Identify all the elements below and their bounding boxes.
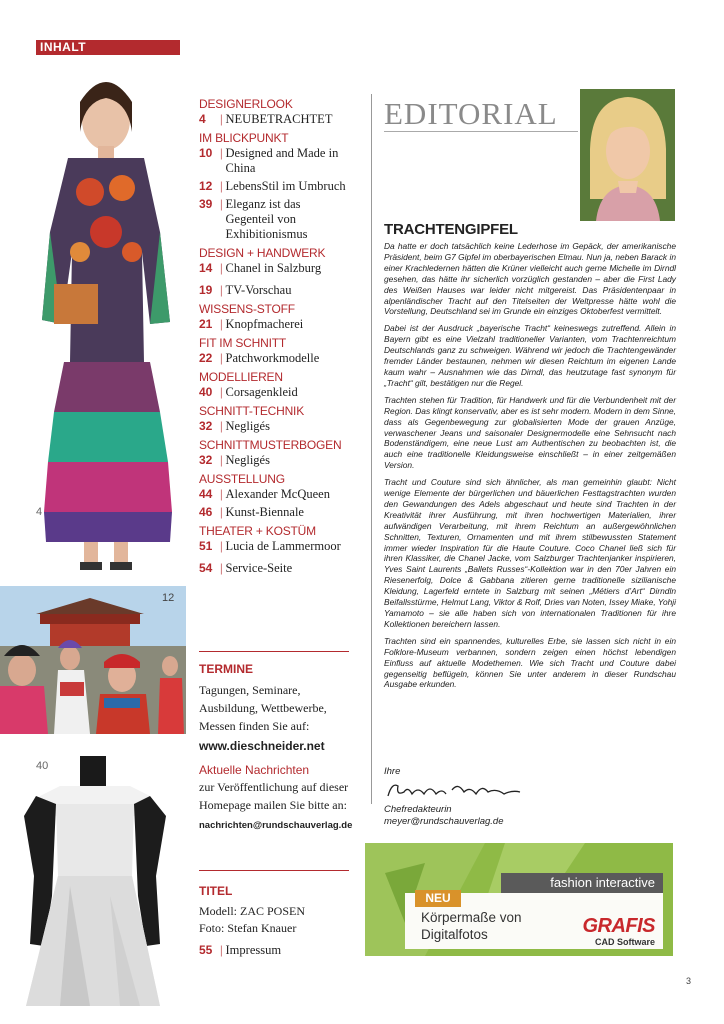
- toc-heading: MODELLIEREN: [199, 370, 283, 384]
- divider: [199, 651, 349, 652]
- toc-heading: FIT IM SCHNITT: [199, 336, 286, 350]
- news-email-link[interactable]: nachrichten@rundschauverlag.de: [199, 820, 353, 831]
- corsage-photo: [0, 756, 186, 1024]
- toc-section: [199, 438, 351, 468]
- divider: [199, 870, 349, 871]
- titel-section: [199, 884, 351, 961]
- toc-heading: SCHNITT-TECHNIK: [199, 404, 305, 418]
- toc-title: Negligés: [225, 419, 270, 433]
- toc-entry[interactable]: 51 | Lucia de Lammermoor: [199, 539, 351, 554]
- toc-title: Negligés: [225, 453, 270, 467]
- toc-page-number: 32: [199, 419, 213, 433]
- toc-entry[interactable]: 19 | TV-Vorschau: [199, 283, 351, 298]
- toc-page-number: 12: [199, 179, 213, 193]
- toc-title: Kunst-Biennale: [225, 505, 304, 519]
- toc-section: [199, 336, 351, 366]
- toc-heading: WISSENS-STOFF: [199, 302, 295, 316]
- toc-section: [199, 246, 351, 298]
- editorial-body: [384, 241, 676, 696]
- toc-entry[interactable]: 12 | LebensStil im Umbruch: [199, 179, 351, 194]
- termine-heading: TERMINE: [199, 662, 253, 676]
- corsage-page-number: 40: [36, 760, 49, 772]
- toc-section: [199, 131, 351, 242]
- toc-page-number: 19: [199, 283, 213, 297]
- editorial-paragraph: Da hatte er doch tatsächlich keine Lederhose im Gepäck, der amerikanische Präsident, beim G7 Gipfel im oberbayerischen Elmau. Nun ja, neben Barack in einer Krachledernen hätten die Krüner vielleicht auch gerne Michelle im Dirndl gesehen, das hätte ihr sicherlich vorzüglich gestanden – aber die First Lady des Weißen Hauses war leider nicht mitgereist. Das Präsidentenpaar in alpenländischer Tracht auf den Titelseiten der Weltpresse hätte wohl die Vorstellung, Deutschland sei im Grunde ein einziges Oktoberfest vermittelt.: [384, 241, 676, 317]
- toc-title: Knopfmacherei: [225, 317, 304, 331]
- column-divider: [371, 94, 372, 804]
- toc-section: [199, 404, 351, 434]
- editor-role: Chefredakteurin: [384, 804, 452, 815]
- toc-title: Impressum: [225, 943, 282, 957]
- titel-photo-credit: Foto: Stefan Knauer: [199, 921, 297, 935]
- toc-section: [199, 524, 351, 576]
- grafis-logo: GRAFIS: [582, 915, 655, 937]
- toc-page-number: 44: [199, 487, 213, 501]
- toc-entry[interactable]: 44 | Alexander McQueen: [199, 487, 351, 502]
- toc-entry[interactable]: 54 | Service-Seite: [199, 561, 351, 576]
- toc-entry[interactable]: 32 | Negligés: [199, 419, 351, 434]
- ad-tag-text: fashion interactive: [550, 875, 655, 890]
- editor-portrait: [580, 89, 675, 221]
- toc-title: Alexander McQueen: [225, 487, 330, 501]
- toc-section: [199, 302, 351, 332]
- toc-heading: DESIGNERLOOK: [199, 97, 293, 111]
- editorial-paragraph: Trachten stehen für Tradition, für Handwerk und für die Verbundenheit mit der Region. Das klingt konservativ, aber es ist sehr modern. Modern in dem Sinne, dass als Gegenbewegung zur globalisierten Mode der grauen Anzüge, verwaschener Jeans und saisonaler Designermodelle eine Sehnsucht nach Bodenständigem, eine neue Lust am Authentischen zu beobachten ist, die auch eine traditionelle Kleidungsweise einschließt – in einer zeitgemäßen Version.: [384, 394, 676, 471]
- editorial-rule: [384, 131, 578, 132]
- toc-page-number: 51: [199, 539, 213, 553]
- toc-page-number: 14: [199, 261, 213, 275]
- editorial-headline: TRACHTENGIPFEL: [384, 221, 518, 238]
- toc-entry[interactable]: 22 | Patchworkmodelle: [199, 351, 351, 366]
- toc-heading: SCHNITTMUSTERBOGEN: [199, 438, 342, 452]
- toc-heading: AUSSTELLUNG: [199, 472, 285, 486]
- page-number: 3: [685, 976, 691, 986]
- toc-page-number: 54: [199, 561, 213, 575]
- table-of-contents: [199, 94, 351, 580]
- toc-title: Service-Seite: [225, 561, 293, 575]
- toc-entry[interactable]: 10 | Designed and Made in China: [199, 146, 351, 176]
- ad-line: Digitalfotos: [421, 927, 488, 942]
- toc-page-number: 46: [199, 505, 213, 519]
- news-text: zur Veröffentlichung auf dieser Homepage mailen Sie bitte an:: [199, 780, 349, 812]
- toc-title: Lucia de Lammermoor: [225, 539, 341, 553]
- toc-heading: IM BLICKPUNKT: [199, 131, 289, 145]
- titel-heading: TITEL: [199, 884, 233, 898]
- china-photo: [0, 586, 186, 734]
- signature-block: [384, 766, 524, 828]
- toc-page-number: 22: [199, 351, 213, 365]
- ad-headline: [421, 909, 522, 943]
- toc-page-number: 32: [199, 453, 213, 467]
- editorial-paragraph: Dabei ist der Ausdruck „bayerische Tracht“ keineswegs zutreffend. Allein in Bayern gibt es eine Vielzahl traditioneller Varianten, vom Trachtenreichtum Deutschlands ganz zu schweigen. Während wir jedoch die Trachtengewänder fremder Länder bestaunen, nehmen wir diesen Reichtum im eigenen Lande kaum wahr – Ausnahmen wie das Dirndl, das heutzutage fast synonym für „Tracht“ gilt, bestätigen nur die Regel.: [384, 323, 676, 388]
- toc-section: [199, 370, 351, 400]
- toc-title: Corsagenkleid: [225, 385, 298, 399]
- inhalt-label: INHALT: [40, 40, 87, 54]
- toc-entry[interactable]: 32 | Negligés: [199, 453, 351, 468]
- editorial-paragraph: Tracht und Couture sind sich ähnlicher, als man gemeinhin glaubt: Nicht wenige Elemente der bürgerlichen und bäuerlichen Festtagstrachten wurden den Gewandungen des Adels abgeschaut und heute sind Trachten in der Kreativität ihrer Ausführung, mit ihren hochwertigen Materialien, ihrer aufwändigen Verarbeitung, mit ihrem Reichtum an außergewöhnlichen Schnitten, Texturen, Ornamenten und mit ihrem stilbewussten Statement immer wieder Inspiration für die Haute Couture. Coco Chanel ließ sich für ihren Klassiker, die Chanel Jacke, vom Salzburger Trachtenjanker inspirieren, Yves Saint Laurents „Ballets Russes“-Kollektion war in den 70er Jahren ein Riesenerfolg, Dolce & Gabbana zitieren gerne traditionelle sizilianische Kleidung, Lagerfeld erntete in Salzburg mit seinen „Métiers d’Art“ Dirndln Beifallsstürme, Helmut Lang, Viktor & Rolf, Dries van Noten, Issey Miake, Yohji Yamamoto – sie alle haben sich von internationalen Traditionen für ihre Kollektionen bereichern lassen.: [384, 477, 677, 629]
- fashion-photo: [10, 62, 190, 572]
- editorial-paragraph: Trachten sind ein spannendes, kulturelles Erbe, sie lassen sich nicht in ein Folklore-Museum verbannen, sondern zeigen einen höchst lebendigen Einfluss auf aktuelle Modethemen. Wie sich Tracht und Couture dabei gegenseitig beflügeln, können Sie unter anderem in dieser Rundschau Ausgabe erkunden.: [384, 635, 676, 690]
- impressum-entry[interactable]: 55 | Impressum: [199, 943, 351, 958]
- toc-page-number: 40: [199, 385, 213, 399]
- termine-text: Tagungen, Seminare, Ausbildung, Wettbewerbe, Messen finden Sie auf:: [199, 683, 327, 733]
- inhalt-header: [36, 40, 180, 55]
- toc-page-number: 55: [199, 943, 213, 957]
- editorial-title: EDITORIAL: [384, 96, 558, 131]
- toc-entry[interactable]: 4 | NEUBETRACHTET: [199, 112, 351, 127]
- toc-title: Chanel in Salzburg: [225, 261, 322, 275]
- china-page-number: 12: [162, 592, 175, 604]
- news-heading: Aktuelle Nachrichten: [199, 763, 310, 777]
- toc-page-number: 10: [199, 146, 213, 160]
- toc-page-number: 39: [199, 197, 213, 211]
- toc-entry[interactable]: 46 | Kunst-Biennale: [199, 505, 351, 520]
- toc-title: TV-Vorschau: [225, 283, 292, 297]
- toc-entry[interactable]: 40 | Corsagenkleid: [199, 385, 351, 400]
- toc-heading: DESIGN + HANDWERK: [199, 246, 326, 260]
- toc-entry[interactable]: 21 | Knopfmacherei: [199, 317, 351, 332]
- toc-page-number: 21: [199, 317, 213, 331]
- neu-badge: NEU: [415, 890, 461, 907]
- ad-line: Körpermaße von: [421, 910, 522, 925]
- toc-entry[interactable]: 39 | Eleganz ist das Gegenteil von Exhibitionismus: [199, 197, 351, 242]
- toc-title: Designed and Made in China: [225, 146, 339, 175]
- grafis-advertisement[interactable]: [365, 843, 673, 956]
- termine-section: [199, 662, 351, 831]
- handwritten-signature: [384, 780, 524, 802]
- cad-software-label: CAD Software: [594, 937, 655, 947]
- toc-heading: THEATER + KOSTÜM: [199, 524, 316, 538]
- fashion-interactive-tag: [501, 873, 663, 893]
- toc-title: Patchworkmodelle: [225, 351, 320, 365]
- photo-page-number: 4: [36, 506, 43, 518]
- toc-page-number: 4: [199, 112, 206, 126]
- website-link[interactable]: www.dieschneider.net: [199, 739, 325, 753]
- editor-email-link[interactable]: meyer@rundschauverlag.de: [384, 816, 504, 827]
- titel-model: Modell: ZAC POSEN: [199, 904, 306, 918]
- toc-section: [199, 97, 351, 127]
- toc-title: LebensStil im Umbruch: [225, 179, 346, 193]
- toc-title: Eleganz ist das Gegenteil von Exhibitionismus: [225, 197, 308, 241]
- toc-title: NEUBETRACHTET: [225, 112, 333, 126]
- closing: Ihre: [384, 766, 401, 777]
- toc-entry[interactable]: 14 | Chanel in Salzburg: [199, 261, 351, 276]
- toc-section: [199, 472, 351, 520]
